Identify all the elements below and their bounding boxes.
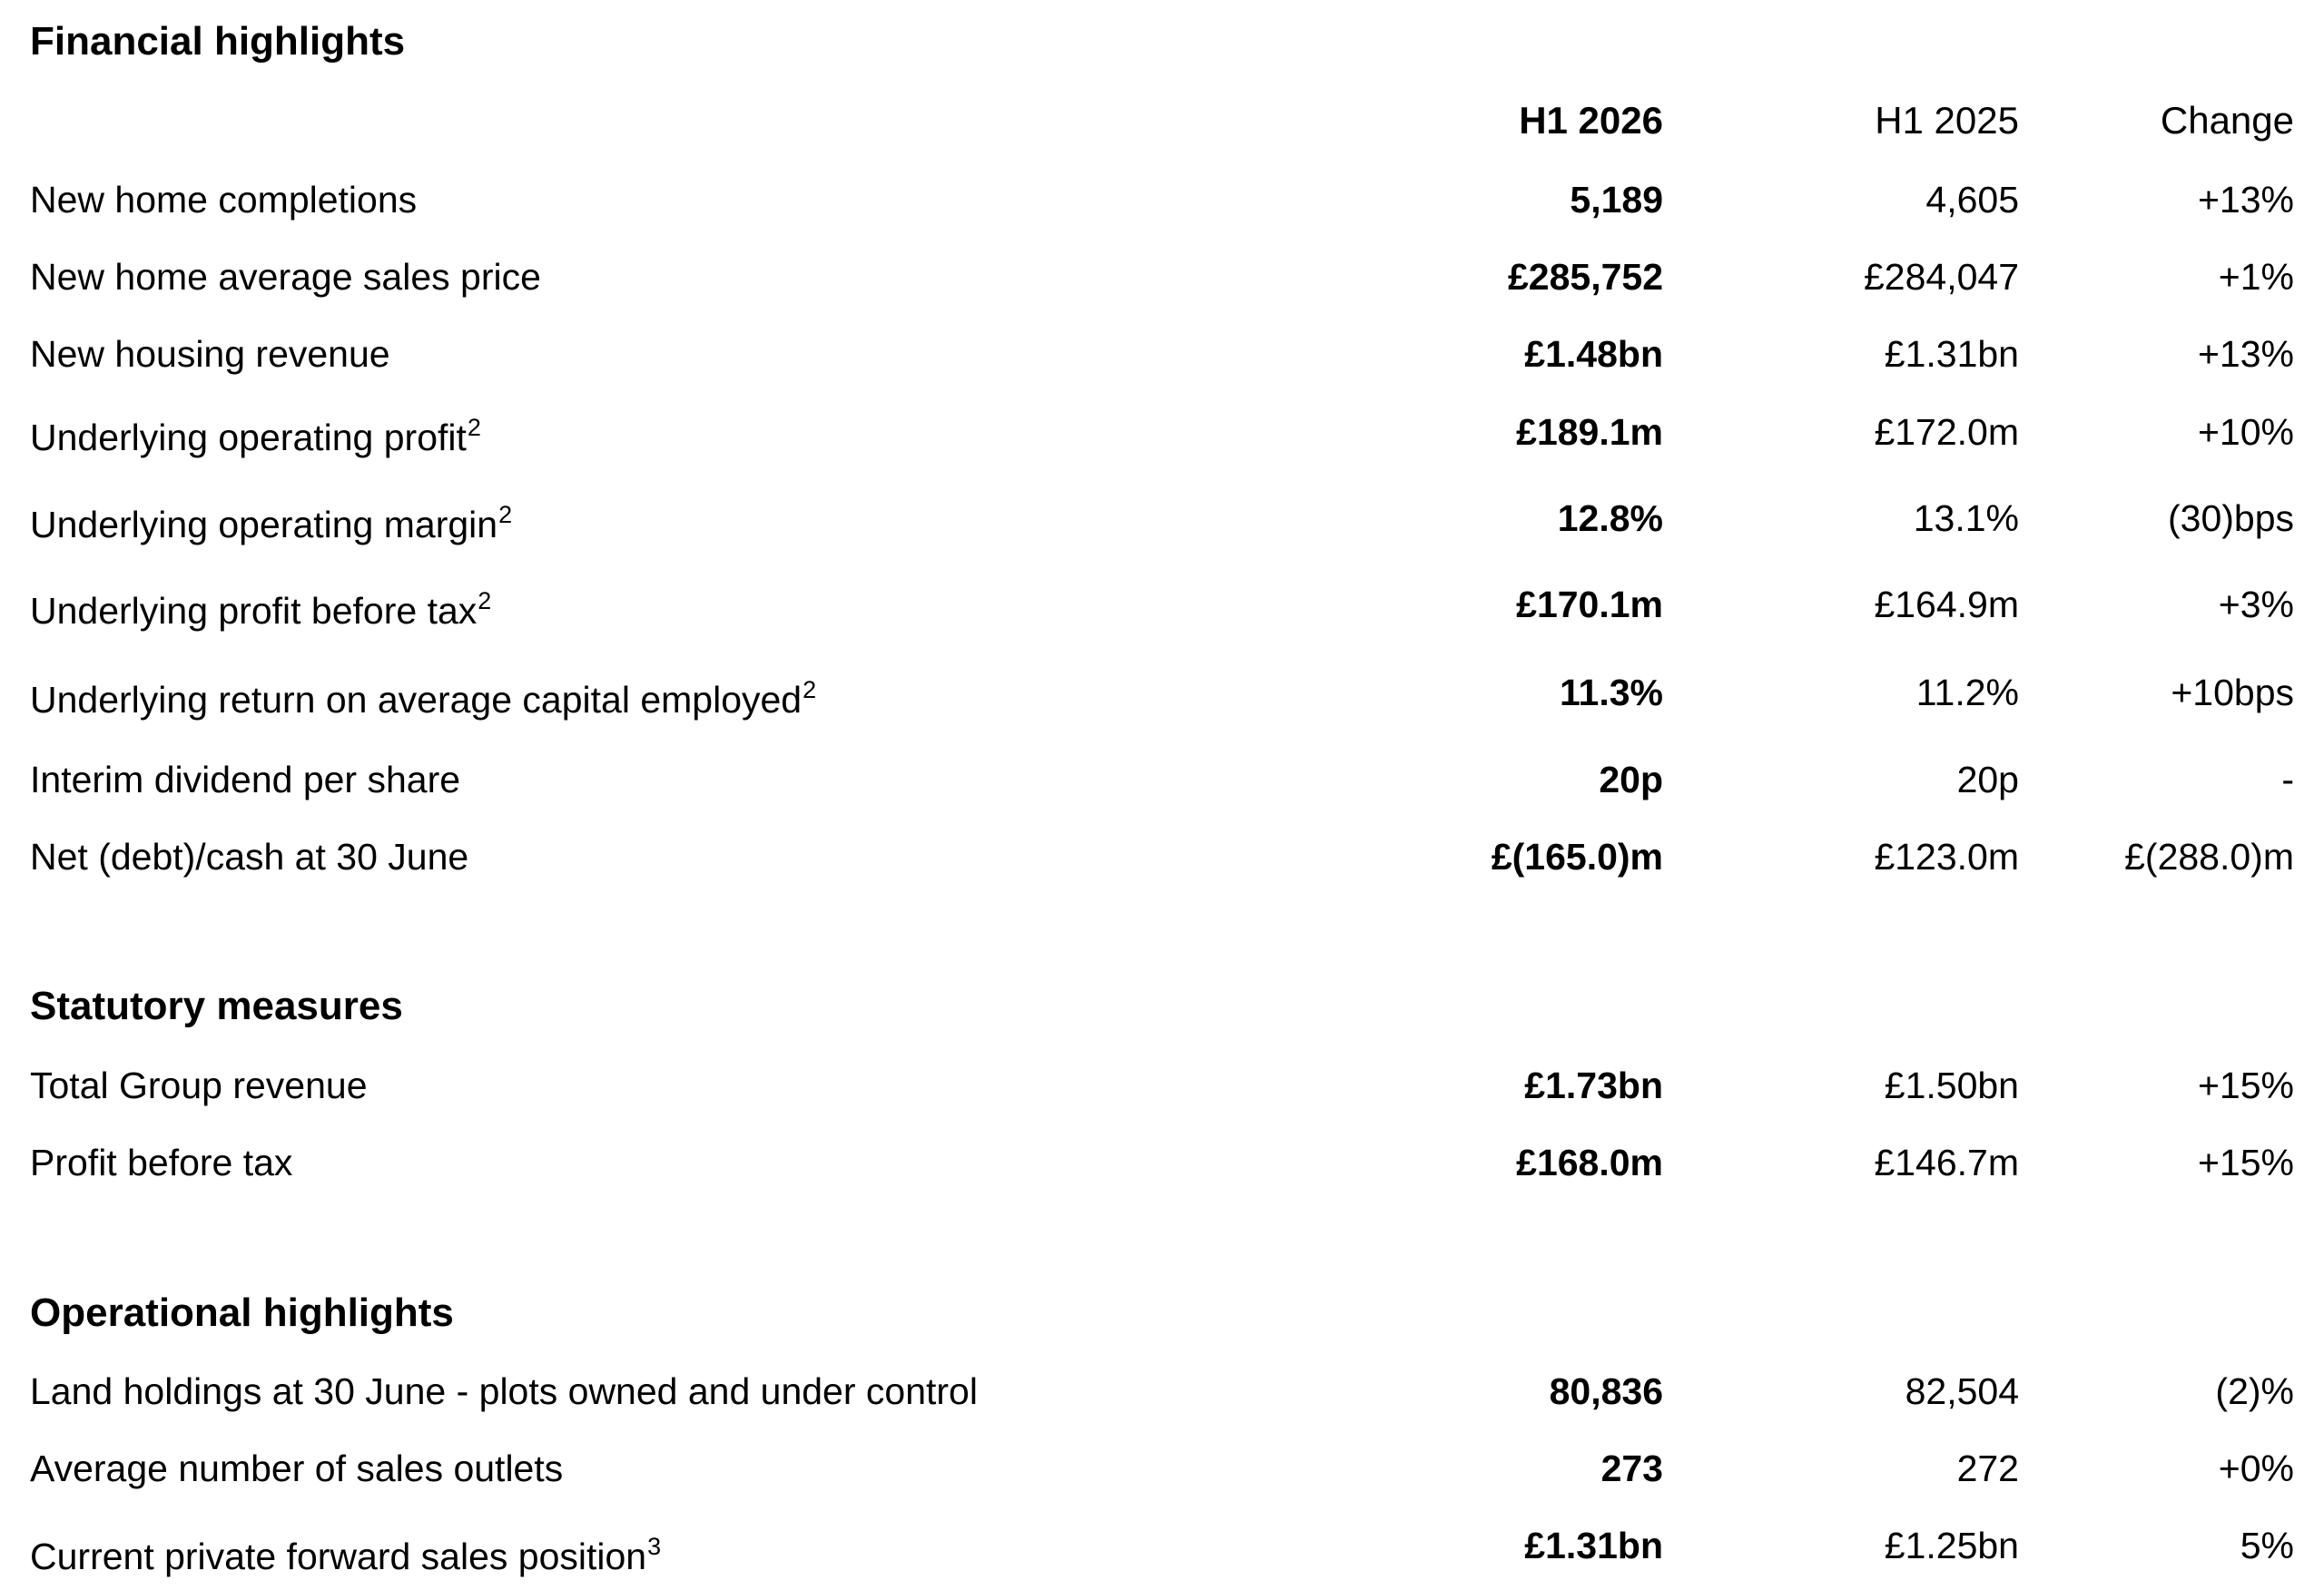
section-title-financial: Financial highlights <box>30 19 406 64</box>
value-current: £168.0m <box>1516 1142 1663 1183</box>
table-row <box>30 324 2294 378</box>
row-label: Average number of sales outlets <box>30 1448 564 1489</box>
row-label: New home completions <box>30 179 418 221</box>
header-prior-period: H1 2025 <box>1875 99 2019 142</box>
value-current: £189.1m <box>1516 411 1663 453</box>
value-current: £1.48bn <box>1524 333 1663 375</box>
value-change: - <box>2281 759 2294 800</box>
value-prior: £172.0m <box>1874 411 2019 453</box>
table-row <box>30 1133 2294 1187</box>
row-label: Underlying operating margin$^2$ <box>30 501 513 545</box>
section-title-operational: Operational highlights <box>30 1291 454 1335</box>
footnote-marker: 2 <box>478 587 492 614</box>
value-current: 80,836 <box>1549 1370 1663 1412</box>
value-current: 20p <box>1599 759 1663 800</box>
row-label: Underlying operating profit$^2$ <box>30 414 481 458</box>
value-change: +1% <box>2218 256 2294 298</box>
row-label: Net (debt)/cash at 30 June <box>30 836 469 878</box>
row-label: New home average sales price <box>30 256 541 298</box>
value-change: +13% <box>2197 179 2294 221</box>
footnote-marker: 2 <box>498 501 513 528</box>
table-row <box>30 662 2294 721</box>
value-change: 5% <box>2240 1525 2294 1566</box>
value-prior: 272 <box>1956 1448 2019 1489</box>
table-row <box>30 170 2294 224</box>
value-current: 12.8% <box>1557 497 1663 539</box>
value-current: 5,189 <box>1570 179 1663 221</box>
row-label: Current private forward sales position$^3$ <box>30 1533 662 1577</box>
table-row <box>30 488 2294 543</box>
row-label: Underlying return on average capital employed$^2$ <box>30 676 817 721</box>
value-prior: 11.2% <box>1915 672 2019 713</box>
value-prior: 4,605 <box>1925 179 2019 221</box>
table-row <box>30 1516 2294 1577</box>
value-prior: £146.7m <box>1874 1142 2019 1183</box>
row-label: Total Group revenue <box>30 1065 368 1106</box>
value-prior: 13.1% <box>1913 497 2019 539</box>
row-label: Interim dividend per share <box>30 759 461 800</box>
table-row <box>30 827 2294 881</box>
row-label: Land holdings at 30 June - plots owned and under control <box>30 1370 978 1412</box>
row-label: New housing revenue <box>30 333 390 375</box>
value-prior: £164.9m <box>1874 584 2019 625</box>
table-row <box>30 402 2294 456</box>
value-change: (2)% <box>2215 1370 2294 1412</box>
value-change: +10% <box>2197 411 2294 453</box>
value-prior: 20p <box>1956 759 2019 800</box>
column-header-row <box>30 91 2294 145</box>
value-prior: £123.0m <box>1874 836 2019 878</box>
value-prior: 82,504 <box>1905 1370 2019 1412</box>
value-current: 11.3% <box>1560 672 1663 713</box>
value-change: +13% <box>2197 333 2294 375</box>
value-current: £285,752 <box>1507 256 1663 298</box>
value-change: £(288.0)m <box>2124 836 2294 878</box>
value-prior: £1.50bn <box>1884 1065 2019 1106</box>
value-current: £1.73bn <box>1524 1065 1663 1106</box>
value-change: +0% <box>2218 1448 2294 1489</box>
value-current: £(165.0)m <box>1491 836 1663 878</box>
table-row <box>30 247 2294 301</box>
row-label: Underlying profit before tax$^2$ <box>30 587 492 632</box>
table-row <box>30 1361 2294 1416</box>
value-change: +15% <box>2197 1142 2294 1183</box>
value-current: 273 <box>1600 1448 1663 1489</box>
value-change: (30)bps <box>2167 497 2294 539</box>
value-current: £170.1m <box>1516 584 1663 625</box>
value-current: £1.31bn <box>1524 1525 1663 1566</box>
footnote-marker: 2 <box>803 676 817 703</box>
table-row <box>30 1055 2294 1110</box>
table-row <box>30 750 2294 804</box>
section-title-statutory: Statutory measures <box>30 984 403 1028</box>
table-row <box>30 1438 2294 1493</box>
row-label: Profit before tax <box>30 1142 293 1183</box>
header-change: Change <box>2160 99 2294 142</box>
table-row <box>30 574 2294 632</box>
header-current-period: H1 2026 <box>1519 99 1663 142</box>
value-change: +15% <box>2197 1065 2294 1106</box>
footnote-marker: 3 <box>647 1533 662 1560</box>
value-prior: £1.31bn <box>1884 333 2019 375</box>
value-prior: £1.25bn <box>1884 1525 2019 1566</box>
value-change: +10bps <box>2171 672 2294 713</box>
value-prior: £284,047 <box>1863 256 2019 298</box>
value-change: +3% <box>2218 584 2294 625</box>
footnote-marker: 2 <box>467 414 481 441</box>
